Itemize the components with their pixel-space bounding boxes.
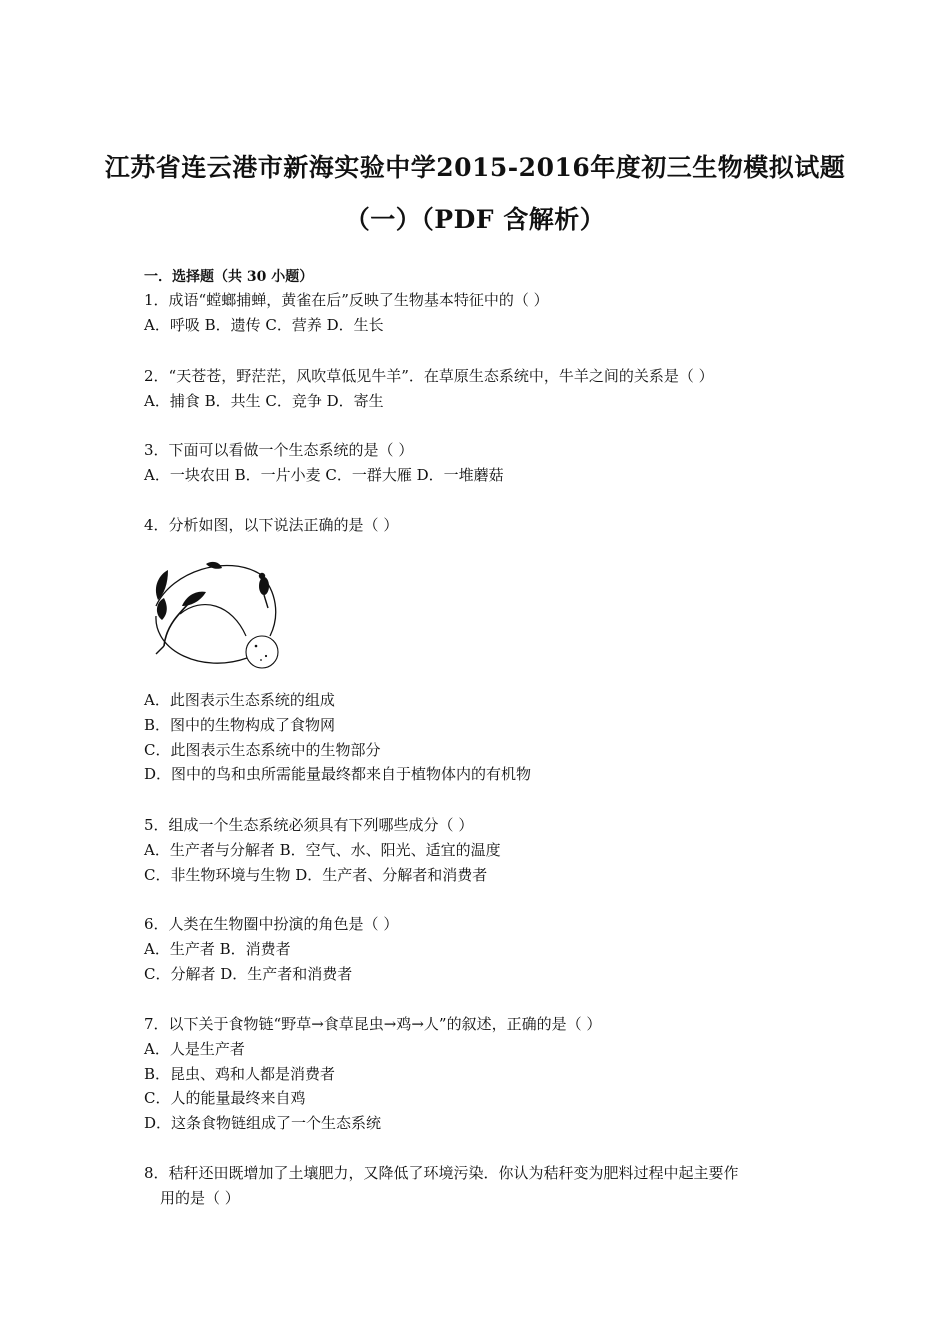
question-3: [144, 438, 824, 488]
question-4-option-a: A．此图表示生态系统的组成: [144, 691, 335, 709]
question-7-option-c: C．人的能量最终来自鸡: [144, 1089, 306, 1108]
question-5-stem: 5．组成一个生态系统必须具有下列哪些成分（ ）: [144, 816, 474, 834]
question-4-stem: 4．分析如图，以下说法正确的是（ ）: [144, 516, 399, 534]
question-7-option-d: D．这条食物链组成了一个生态系统: [144, 1114, 382, 1133]
question-2-stem: 2．“天苍苍，野茫茫，风吹草低见牛羊”．在草原生态系统中，牛羊之间的关系是（ ）: [144, 367, 714, 385]
question-2: [144, 364, 824, 414]
question-6: [144, 912, 824, 986]
question-4-option-b: B．图中的生物构成了食物网: [144, 715, 336, 734]
question-6-stem: 6．人类在生物圈中扮演的角色是（ ）: [144, 915, 399, 933]
question-5-options-ab: A．生产者与分解者 B．空气、水、阳光、适宜的温度: [144, 840, 501, 859]
document-subtitle: （一）（PDF 含解析）: [344, 205, 606, 234]
question-5-options-cd: C．非生物环境与生物 D．生产者、分解者和消费者: [144, 865, 488, 884]
question-7-option-b: B．昆虫、鸡和人都是消费者: [144, 1064, 336, 1083]
ecosystem-figure: [142, 556, 284, 674]
question-7: [144, 1012, 824, 1136]
question-4-options: [144, 688, 824, 787]
question-3-options: A．一块农田 B．一片小麦 C．一群大雁 D．一堆蘑菇: [144, 465, 504, 484]
question-4: [144, 513, 824, 538]
question-4-option-d: D．图中的鸟和虫所需能量最终都来自于植物体内的有机物: [144, 765, 532, 784]
question-1-options: A．呼吸 B．遗传 C．营养 D．生长: [144, 315, 384, 334]
question-5: [144, 813, 824, 887]
question-8: [144, 1161, 824, 1211]
question-6-options-ab: A．生产者 B．消费者: [144, 939, 291, 958]
question-4-option-c: C．此图表示生态系统中的生物部分: [144, 740, 381, 759]
question-6-options-cd: C．分解者 D．生产者和消费者: [144, 964, 353, 983]
question-7-option-a: A．人是生产者: [144, 1039, 245, 1058]
question-3-stem: 3．下面可以看做一个生态系统的是（ ）: [144, 441, 414, 459]
question-1-stem: 1．成语“螳螂捕蝉，黄雀在后”反映了生物基本特征中的（ ）: [144, 291, 549, 309]
ecosystem-cycle-illustration: [142, 556, 284, 674]
question-2-options: A．捕食 B．共生 C．竞争 D．寄生: [144, 391, 384, 410]
question-7-stem: 7．以下关于食物链“野草→食草昆虫→鸡→人”的叙述，正确的是（ ）: [144, 1015, 602, 1033]
question-8-stem-continued: 用的是（ ）: [160, 1188, 240, 1207]
section-heading: 一．选择题（共 30 小题）: [144, 269, 314, 285]
question-8-stem: 8．秸秆还田既增加了土壤肥力，又降低了环境污染．你认为秸秆变为肥料过程中起主要作: [144, 1164, 739, 1182]
question-1: [144, 288, 824, 338]
document-title: 江苏省连云港市新海实验中学2015-2016年度初三生物模拟试题: [104, 153, 846, 182]
